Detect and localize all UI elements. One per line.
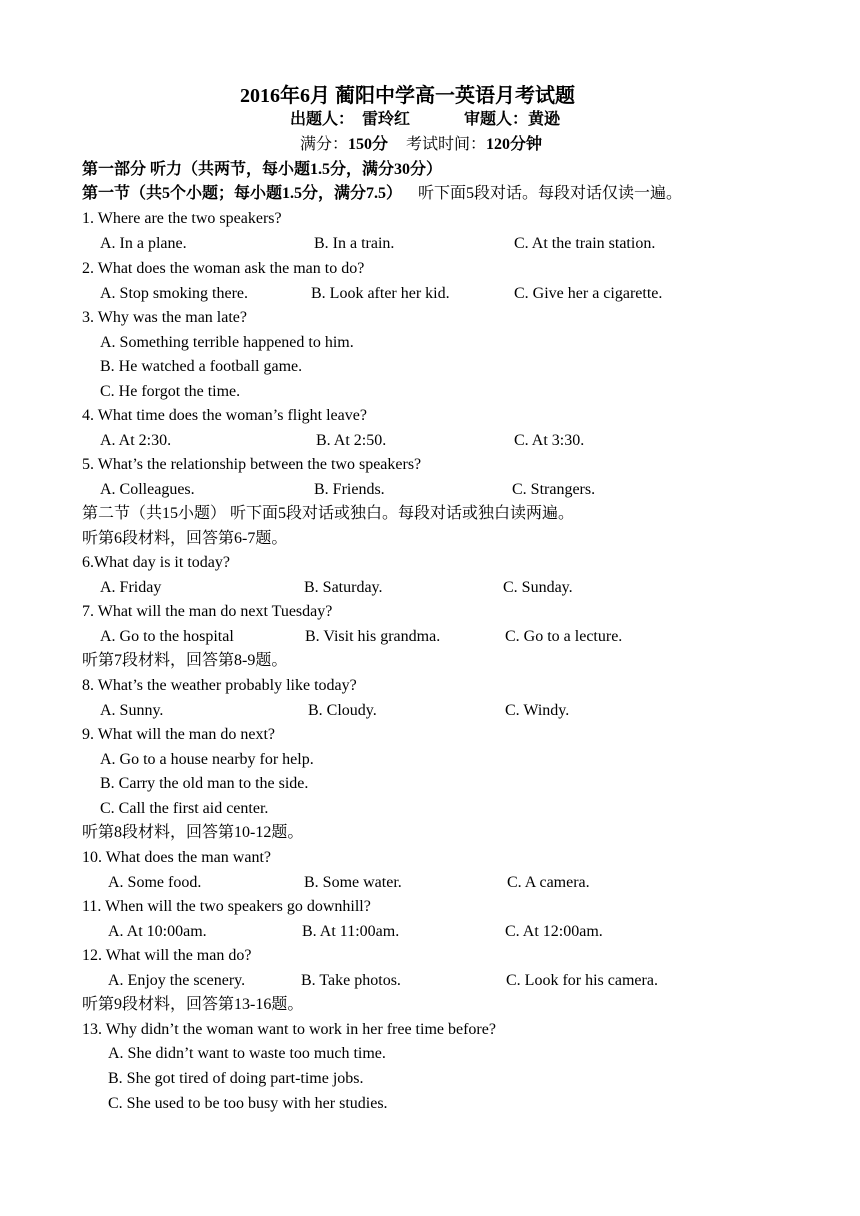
page-title: 2016年6月 蔺阳中学高一英语月考试题 (240, 85, 575, 107)
exam-info (300, 135, 542, 155)
option-c: C. Strangers. (512, 481, 596, 498)
exam-setters (290, 110, 560, 130)
option-a: A. Enjoy the scenery. (108, 972, 246, 989)
option-b: B. Look after her kid. (311, 285, 450, 302)
option-b: B. Take photos. (301, 972, 401, 989)
option-c: C. At 12:00am. (505, 923, 603, 940)
option-c: C. Sunday. (503, 579, 573, 596)
option-b: B. She got tired of doing part-time jobs. (108, 1070, 364, 1087)
option-b: B. In a train. (314, 235, 395, 252)
question-stem: 9. What will the man do next? (82, 726, 275, 743)
question-stem: 6.What day is it today? (82, 554, 230, 571)
option-a: A. Something terrible happened to him. (100, 334, 354, 351)
option-a: A. At 10:00am. (108, 923, 207, 940)
question-stem: 13. Why didn’t the woman want to work in her free time before? (82, 1021, 496, 1038)
question-stem: 2. What does the woman ask the man to do? (82, 260, 365, 277)
time-value: 120分钟 (486, 136, 543, 153)
option-b: B. Saturday. (304, 579, 383, 596)
option-a: A. At 2:30. (100, 432, 172, 449)
section2-heading: 第二节（共15小题） 听下面5段对话或独白。每段对话或独白读两遍。 (82, 505, 575, 522)
option-a: A. She didn’t want to waste too much time. (108, 1045, 386, 1062)
section1-heading-rest: 听下面5段对话。每段对话仅读一遍。 (418, 185, 683, 202)
option-c: C. Look for his camera. (506, 972, 658, 989)
question-stem: 3. Why was the man late? (82, 309, 247, 326)
option-b: B. Carry the old man to the side. (100, 775, 309, 792)
option-c: C. Give her a cigarette. (514, 285, 663, 302)
question-stem: 5. What’s the relationship between the two speakers? (82, 456, 422, 473)
option-b: B. Some water. (304, 874, 402, 891)
option-b: B. At 2:50. (316, 432, 387, 449)
section1-heading (82, 184, 682, 204)
option-a: A. Friday (100, 579, 162, 596)
option-a: A. Some food. (108, 874, 202, 891)
option-c: C. At the train station. (514, 235, 656, 252)
question-stem: 10. What does the man want? (82, 849, 271, 866)
material-8-instruction: 听第8段材料，回答第10-12题。 (82, 824, 304, 841)
question-stem: 4. What time does the woman’s flight leave? (82, 407, 367, 424)
section1-heading-bold: 第一节（共5个小题；每小题1.5分，满分7.5） (82, 185, 403, 202)
option-a: A. In a plane. (100, 235, 187, 252)
option-c: C. Call the first aid center. (100, 800, 269, 817)
option-c: C. She used to be too busy with her studies. (108, 1095, 388, 1112)
option-b: B. He watched a football game. (100, 358, 303, 375)
option-a: A. Go to a house nearby for help. (100, 751, 314, 768)
question-stem: 12. What will the man do? (82, 947, 252, 964)
option-b: B. Friends. (314, 481, 385, 498)
option-a: A. Sunny. (100, 702, 164, 719)
question-stem: 11. When will the two speakers go downhill? (82, 898, 371, 915)
reviewer-name: 黄逊 (528, 111, 561, 128)
material-9-instruction: 听第9段材料，回答第13-16题。 (82, 996, 304, 1013)
option-c: C. Windy. (505, 702, 570, 719)
setter-label: 出题人： (290, 111, 355, 128)
score-label: 满分： (300, 136, 349, 153)
material-7-instruction: 听第7段材料，回答第8-9题。 (82, 652, 288, 669)
material-6-instruction: 听第6段材料，回答第6-7题。 (82, 530, 288, 547)
part1-heading: 第一部分 听力（共两节，每小题1.5分，满分30分） (82, 161, 443, 178)
option-a: A. Colleagues. (100, 481, 195, 498)
setter-name: 雷玲红 (362, 111, 411, 128)
option-b: B. Cloudy. (308, 702, 377, 719)
score-value: 150分 (348, 136, 389, 153)
option-c: C. Go to a lecture. (505, 628, 623, 645)
option-c: C. A camera. (507, 874, 590, 891)
question-stem: 1. Where are the two speakers? (82, 210, 282, 227)
time-label: 考试时间： (406, 136, 487, 153)
option-c: C. At 3:30. (514, 432, 585, 449)
question-stem: 8. What’s the weather probably like today? (82, 677, 357, 694)
option-a: A. Stop smoking there. (100, 285, 248, 302)
reviewer-label: 审题人： (464, 111, 529, 128)
option-a: A. Go to the hospital (100, 628, 234, 645)
option-b: B. Visit his grandma. (305, 628, 441, 645)
option-b: B. At 11:00am. (302, 923, 400, 940)
option-c: C. He forgot the time. (100, 383, 241, 400)
question-stem: 7. What will the man do next Tuesday? (82, 603, 333, 620)
